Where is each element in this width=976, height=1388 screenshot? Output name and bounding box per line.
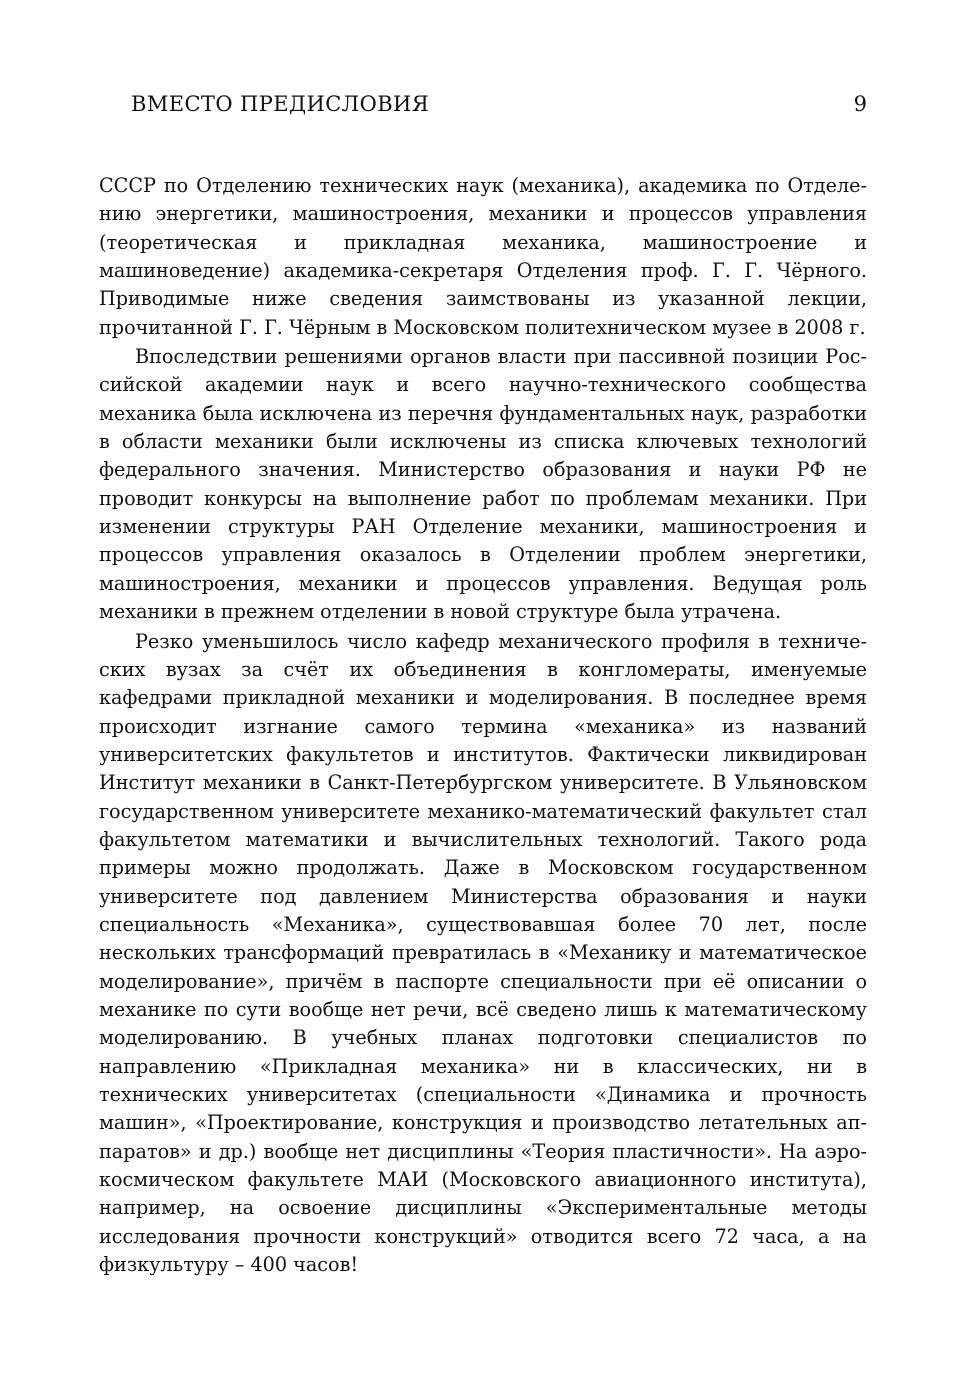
chapter-title: ВМЕСТО ПРЕДИСЛОВИЯ [131,92,430,116]
paragraph-continued: СССР по Отделению технических наук (механика), академика по Отделению энергетики, машиностроения, механики и процессов управления (теоретическая и прикладная механика, машиностроение и машиноведение) академика-секретаря Отделения проф. Г. Г. Чёрного. Приводимые ниже сведения заимствованы из указанной лекции, прочитанной Г. Г. Чёрным в Московском политехническом музее в 2008 г. [99,174,867,339]
running-header [99,92,867,124]
book-page [99,92,867,1279]
paragraph-mechanics-status: Впоследствии решениями органов власти при пассивной позиции Российской академии наук и всего научно-технического сообщества механика была исключена из перечня фундаментальных наук, разработки в области механики были исключены из списка ключевых технологий федерального значения. Министерство образования и науки РФ не проводит конкурсы на выполнение работ по проблемам механики. При изменении структуры РАН Отделение механики, машиностроения и процессов управления оказалось в Отделении проблем энергетики, машиностроения, механики и процессов управления. Ведущая роль механики в прежнем отделении в новой структуре была утрачена. [99,345,867,624]
page-number: 9 [853,92,867,116]
paragraph-education-decline: Резко уменьшилось число кафедр механического профиля в технических вузах за счёт их объединения в конгломераты, именуемые кафедрами прикладной механики и моделирования. В последнее время происходит изгнание самого термина «механика» из названий университетских факультетов и институтов. Фактически ликвидирован Институт механики в Санкт-Петербургском университете. В Ульяновском государственном университете механико-математический факультет стал факультетом математики и вычислительных технологий. Такого рода примеры можно продолжать. Даже в Московском государственном университете под давлением Министерства образования и науки специальность «Механика», существовавшая более 70 лет, после нескольких трансформаций превратилась в «Механику и математическое моделирование», причём в паспорте специальности при её описании о механике по сути вообще нет речи, всё сведено лишь к математическому моделированию. В учебных планах подготовки специалистов по направлению «Прикладная механика» ни в классических, ни в технических университетах (специальности «Динамика и прочность машин», «Проектирование, конструкция и производство летательных аппаратов» и др.) вообще нет дисциплины «Теория пластичности». На аэрокосмическом факультете МАИ (Московского авиационного института), например, на освоение дисциплины «Экспериментальные методы исследования прочности конструкций» отводится всего 72 часа, а на физкультуру – 400 часов! [99,629,867,1277]
